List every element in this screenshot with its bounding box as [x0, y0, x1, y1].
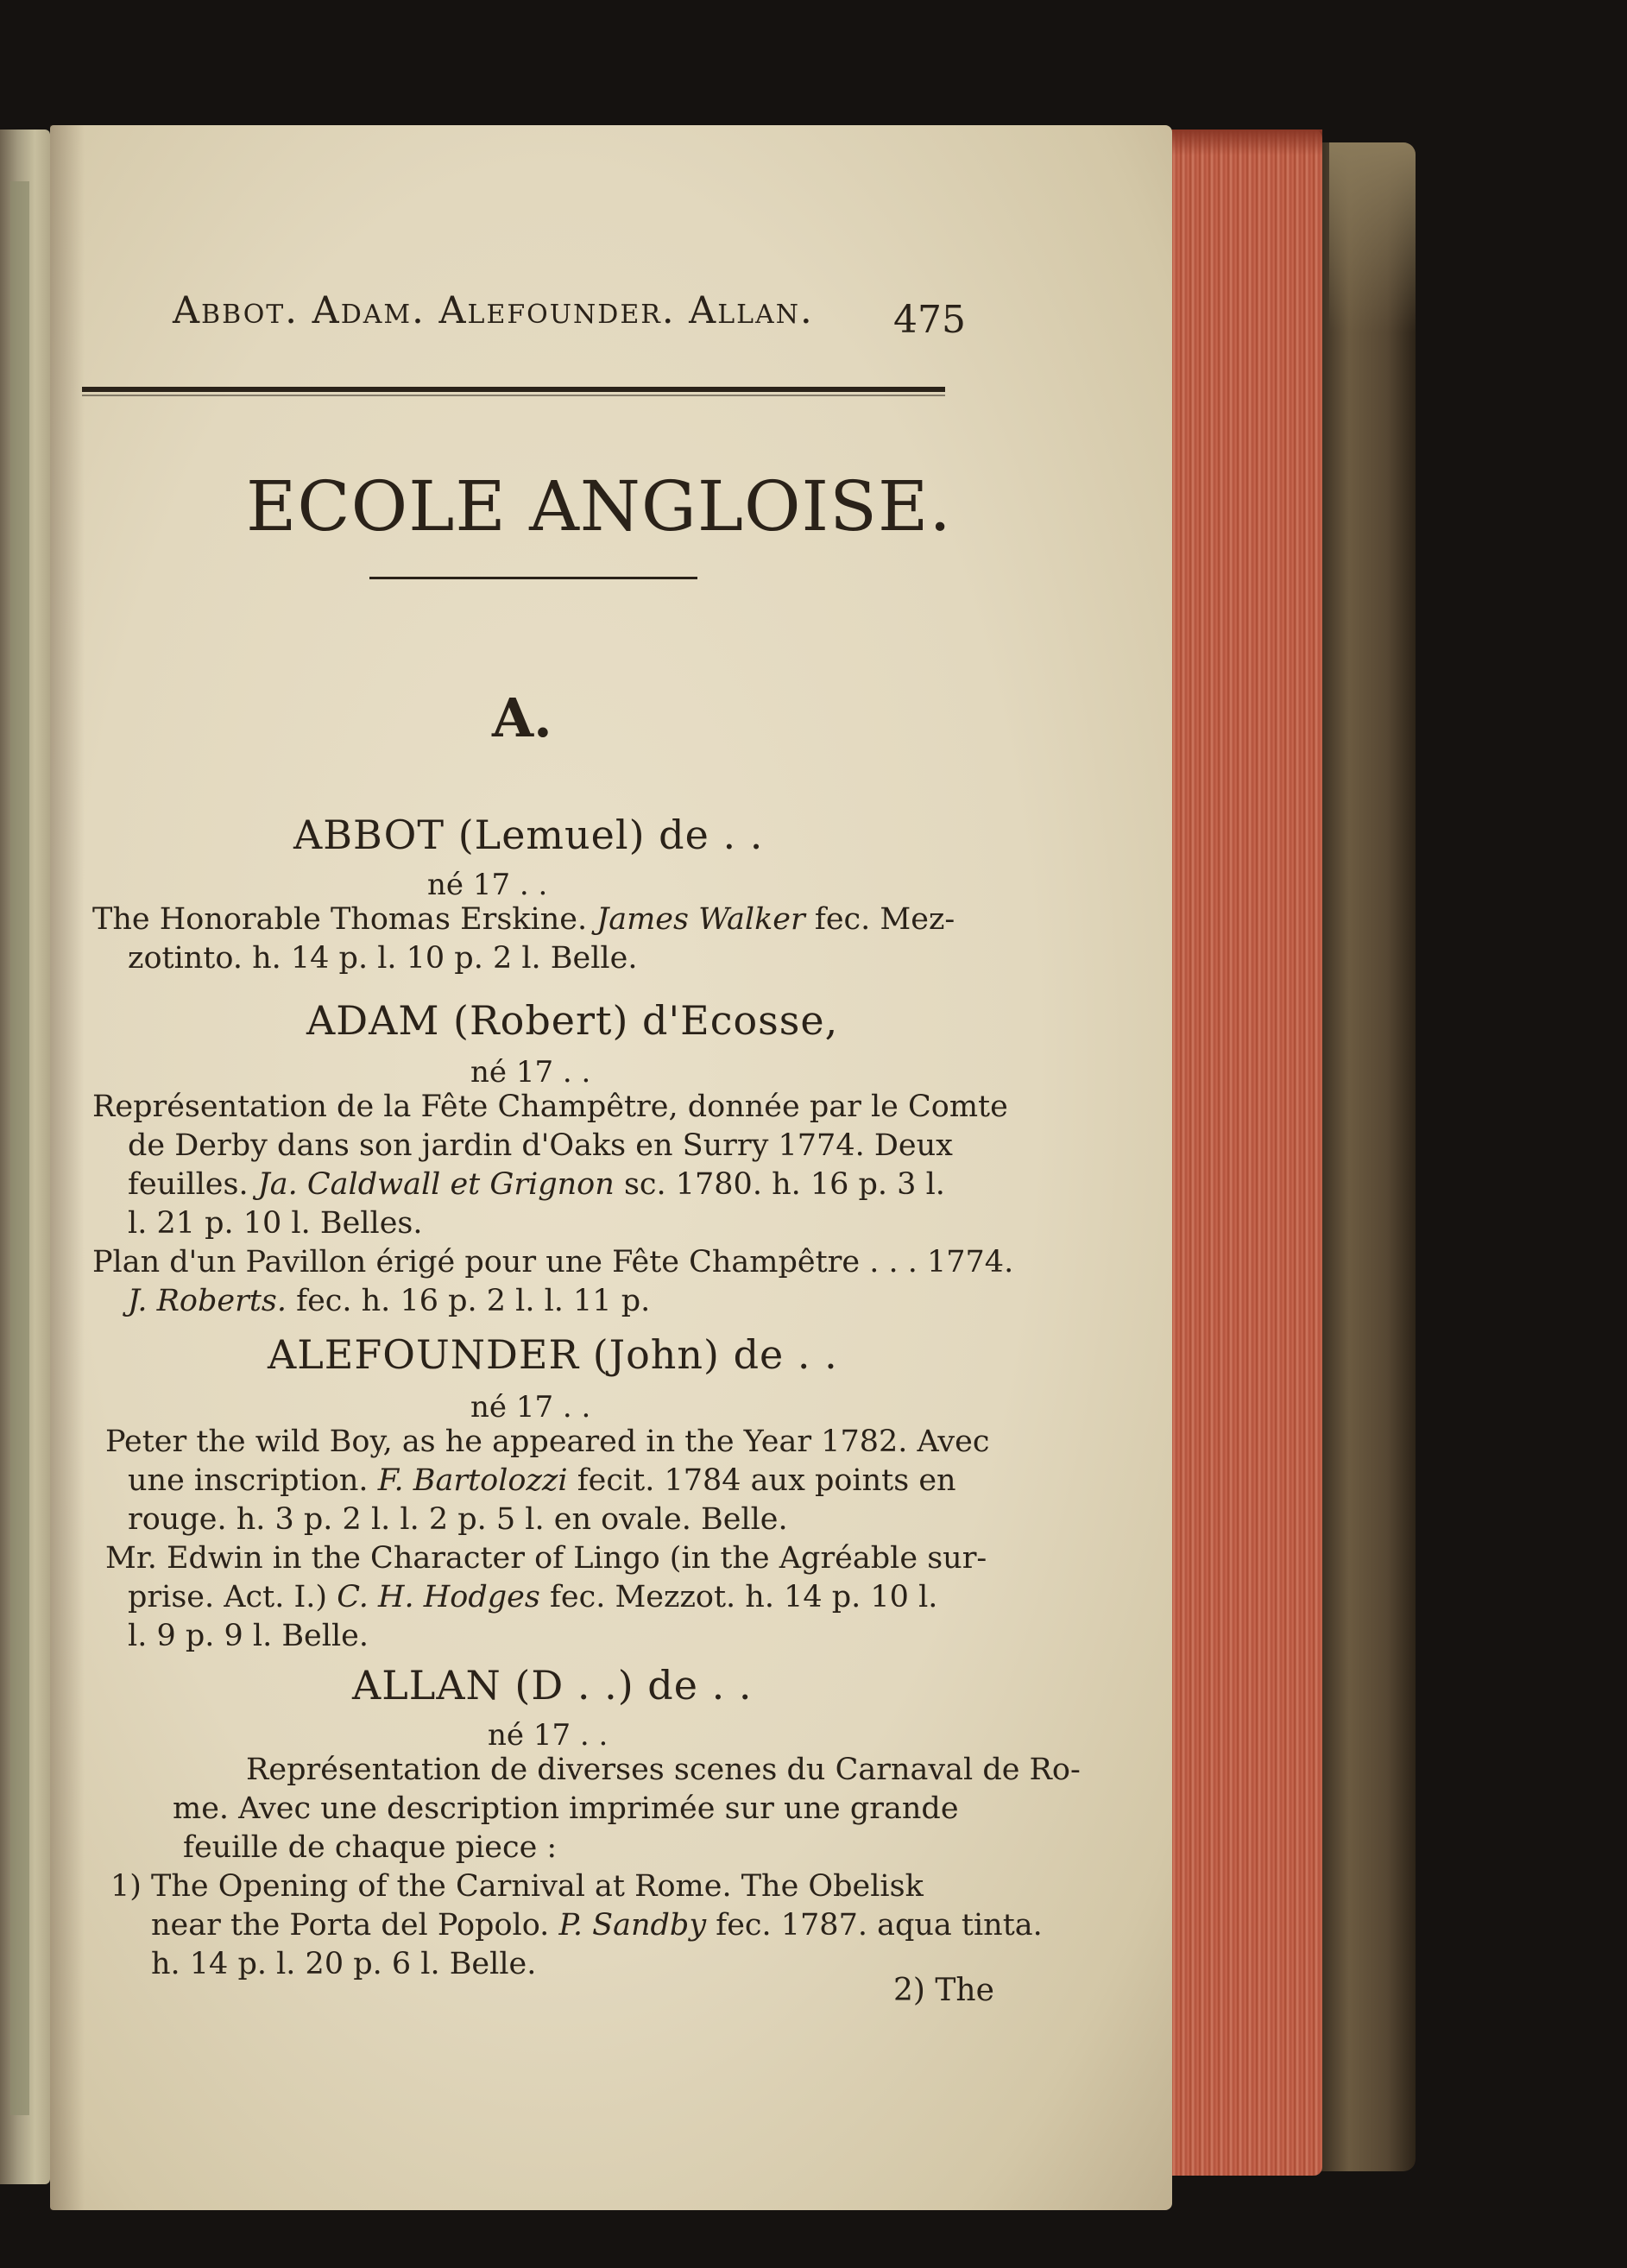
red-fore-edge — [1167, 130, 1322, 2176]
entry-line: Mr. Edwin in the Character of Lingo (in the Agréable sur- — [105, 1541, 987, 1576]
header-rule — [82, 387, 945, 392]
entry-line: Représentation de diverses scenes du Carnaval de Ro- — [246, 1753, 1081, 1787]
header-rule-thin — [82, 395, 945, 396]
left-page-strip — [10, 181, 29, 2115]
entry-line: Plan d'un Pavillon érigé pour une Fête Champêtre . . . 1774. — [92, 1245, 1014, 1279]
entry-line: zotinto. h. 14 p. l. 10 p. 2 l. Belle. — [128, 941, 638, 976]
entry-line: J. Roberts. fec. h. 16 p. 2 l. l. 11 p. — [128, 1284, 651, 1318]
entry-line: de Derby dans son jardin d'Oaks en Surry 1774. Deux — [128, 1128, 953, 1163]
artist-born-adam: né 17 . . — [470, 1055, 591, 1090]
entry-line: prise. Act. I.) C. H. Hodges fec. Mezzot. h. 14 p. 10 l. — [128, 1580, 938, 1614]
artist-born-abbot: né 17 . . — [427, 868, 548, 902]
entry-line: The Honorable Thomas Erskine. James Walker fec. Mez- — [92, 902, 955, 937]
section-title: ECOLE ANGLOISE. — [246, 466, 952, 546]
entry-line: Peter the wild Boy, as he appeared in the Year 1782. Avec — [105, 1425, 990, 1459]
gutter-shadow — [50, 125, 85, 2210]
artist-heading-adam: ADAM (Robert) d'Ecosse, — [306, 997, 839, 1044]
artist-born-allan: né 17 . . — [488, 1718, 609, 1753]
artist-heading-alefounder: ALEFOUNDER (John) de . . — [268, 1331, 838, 1378]
fore-edge-shadow — [1167, 130, 1322, 155]
entry-line: rouge. h. 3 p. 2 l. l. 2 p. 5 l. en ovale. Belle. — [128, 1502, 788, 1537]
entry-line: l. 9 p. 9 l. Belle. — [128, 1619, 369, 1653]
title-rule — [369, 577, 697, 579]
artist-heading-allan: ALLAN (D . .) de . . — [352, 1662, 753, 1709]
entry-line: Représentation de la Fête Champêtre, donnée par le Comte — [92, 1090, 1008, 1124]
entry-line: h. 14 p. l. 20 p. 6 l. Belle. — [151, 1947, 537, 1981]
book-cover — [1321, 142, 1416, 2171]
entry-line: 1) The Opening of the Carnival at Rome. The Obelisk — [110, 1869, 924, 1904]
entry-line: feuilles. Ja. Caldwall et Grignon sc. 1780. h. 16 p. 3 l. — [128, 1167, 945, 1202]
artist-born-alefounder: né 17 . . — [470, 1390, 591, 1425]
catchword: 2) The — [893, 1973, 994, 2008]
entry-line: near the Porta del Popolo. P. Sandby fec. 1787. aqua tinta. — [151, 1908, 1043, 1943]
entry-line: l. 21 p. 10 l. Belles. — [128, 1206, 423, 1241]
book-cover-highlight — [1329, 142, 1416, 332]
entry-line: me. Avec une description imprimée sur une grande — [173, 1791, 959, 1826]
artist-heading-abbot: ABBOT (Lemuel) de . . — [293, 812, 764, 858]
running-head: Abbot. Adam. Alefounder. Allan. — [173, 289, 814, 332]
section-letter: A. — [492, 686, 552, 749]
entry-line: feuille de chaque piece : — [183, 1830, 558, 1865]
entry-line: une inscription. F. Bartolozzi fecit. 1784 aux points en — [128, 1463, 956, 1498]
page-number: 475 — [893, 298, 966, 342]
